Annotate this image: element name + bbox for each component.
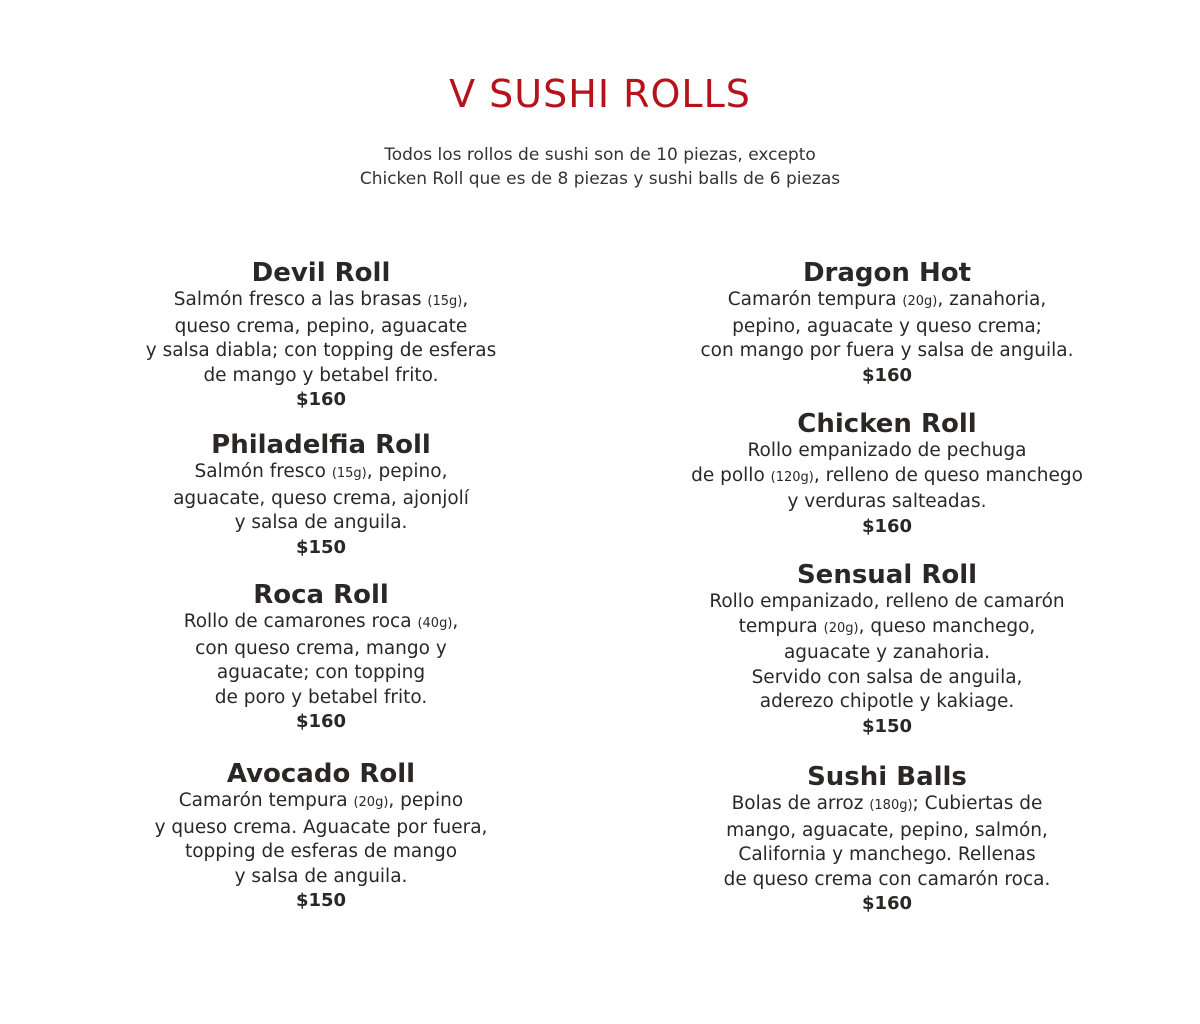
menu-item [627,762,1147,916]
item-description [627,590,1147,715]
description-line: y verduras salteadas. [787,491,987,512]
menu-item [61,258,581,412]
description-line: Bolas de arroz (180g); Cubiertas de [731,793,1043,814]
item-name: Philadelfia Roll [211,430,431,460]
menu-subtitle [0,143,1200,191]
item-name: Avocado Roll [226,759,416,789]
description-line: Camarón tempura (20g), pepino [178,790,464,811]
description-line: mango, aguacate, pepino, salmón, [726,819,1048,841]
item-name: Chicken Roll [797,409,977,439]
item-price: $160 [861,893,913,914]
item-price: $160 [861,515,913,537]
description-line: Rollo empanizado de pechuga [747,440,1027,461]
subtitle-line: Todos los rollos de sushi son de 10 piezas, excepto [384,145,816,165]
item-price: $150 [295,536,347,558]
description-line: y salsa de anguila. [234,512,408,533]
portion-weight: (180g) [869,798,913,813]
description-line: aderezo chipotle y kakiage. [759,691,1015,712]
item-description [61,460,581,536]
description-line: queso crema, pepino, aguacate [174,315,468,337]
menu-title: V SUSHI ROLLS [449,72,751,116]
item-name: Sensual Roll [796,560,978,590]
menu-item [627,258,1147,388]
item-name: Dragon Hot [802,258,972,288]
description-line: topping de esferas de mango [184,841,458,862]
item-description [627,288,1147,364]
description-line: tempura (20g), queso manchego, [738,615,1036,637]
menu-item [61,759,581,913]
item-name: Roca Roll [253,580,389,610]
description-line: aguacate y zanahoria. [783,642,991,663]
portion-weight: (120g) [770,469,814,485]
item-description [627,792,1147,892]
item-description [61,789,581,889]
menu-item [61,430,581,560]
description-line: con mango por fuera y salsa de anguila. [700,340,1074,361]
portion-weight: (40g) [417,616,453,631]
description-line: Salmón fresco a las brasas (15g), [173,289,469,310]
item-description [627,439,1147,515]
description-line: Servido con salsa de anguila, [751,666,1023,688]
description-line: aguacate, queso crema, ajonjolí [173,487,469,509]
description-line: pepino, aguacate y queso crema; [732,315,1042,337]
item-price: $150 [295,890,347,911]
portion-weight: (20g) [823,620,859,636]
description-line: y queso crema. Aguacate por fuera, [154,816,488,838]
item-description [61,610,581,710]
item-price: $160 [295,711,347,732]
portion-weight: (15g) [331,466,367,481]
description-line: y salsa de anguila. [234,865,408,887]
description-line: aguacate; con topping [216,662,426,683]
item-price: $150 [861,715,913,737]
description-line: California y manchego. Rellenas [738,844,1036,865]
description-line: Rollo empanizado, relleno de camarón [709,591,1065,612]
portion-weight: (15g) [427,294,463,309]
description-line: y salsa diabla; con topping de esferas [145,340,497,361]
menu-item [627,560,1147,739]
description-line: de pollo (120g), relleno de queso manchego [691,464,1083,486]
subtitle-line: Chicken Roll que es de 8 piezas y sushi balls de 6 piezas [359,169,841,189]
menu-item [627,409,1147,539]
item-name: Sushi Balls [807,762,967,792]
description-line: Salmón fresco (15g), pepino, [194,461,448,482]
description-line: Rollo de camarones roca (40g), [183,611,459,632]
description-line: de poro y betabel frito. [214,686,428,708]
menu-item [61,580,581,734]
portion-weight: (20g) [353,795,389,810]
item-price: $160 [861,364,913,386]
portion-weight: (20g) [902,294,938,309]
description-line: Camarón tempura (20g), zanahoria, [727,289,1047,310]
item-description [61,288,581,388]
description-line: de mango y betabel frito. [203,364,439,386]
item-name: Devil Roll [251,258,391,288]
description-line: de queso crema con camarón roca. [723,868,1051,890]
item-price: $160 [295,389,347,410]
description-line: con queso crema, mango y [195,637,447,659]
